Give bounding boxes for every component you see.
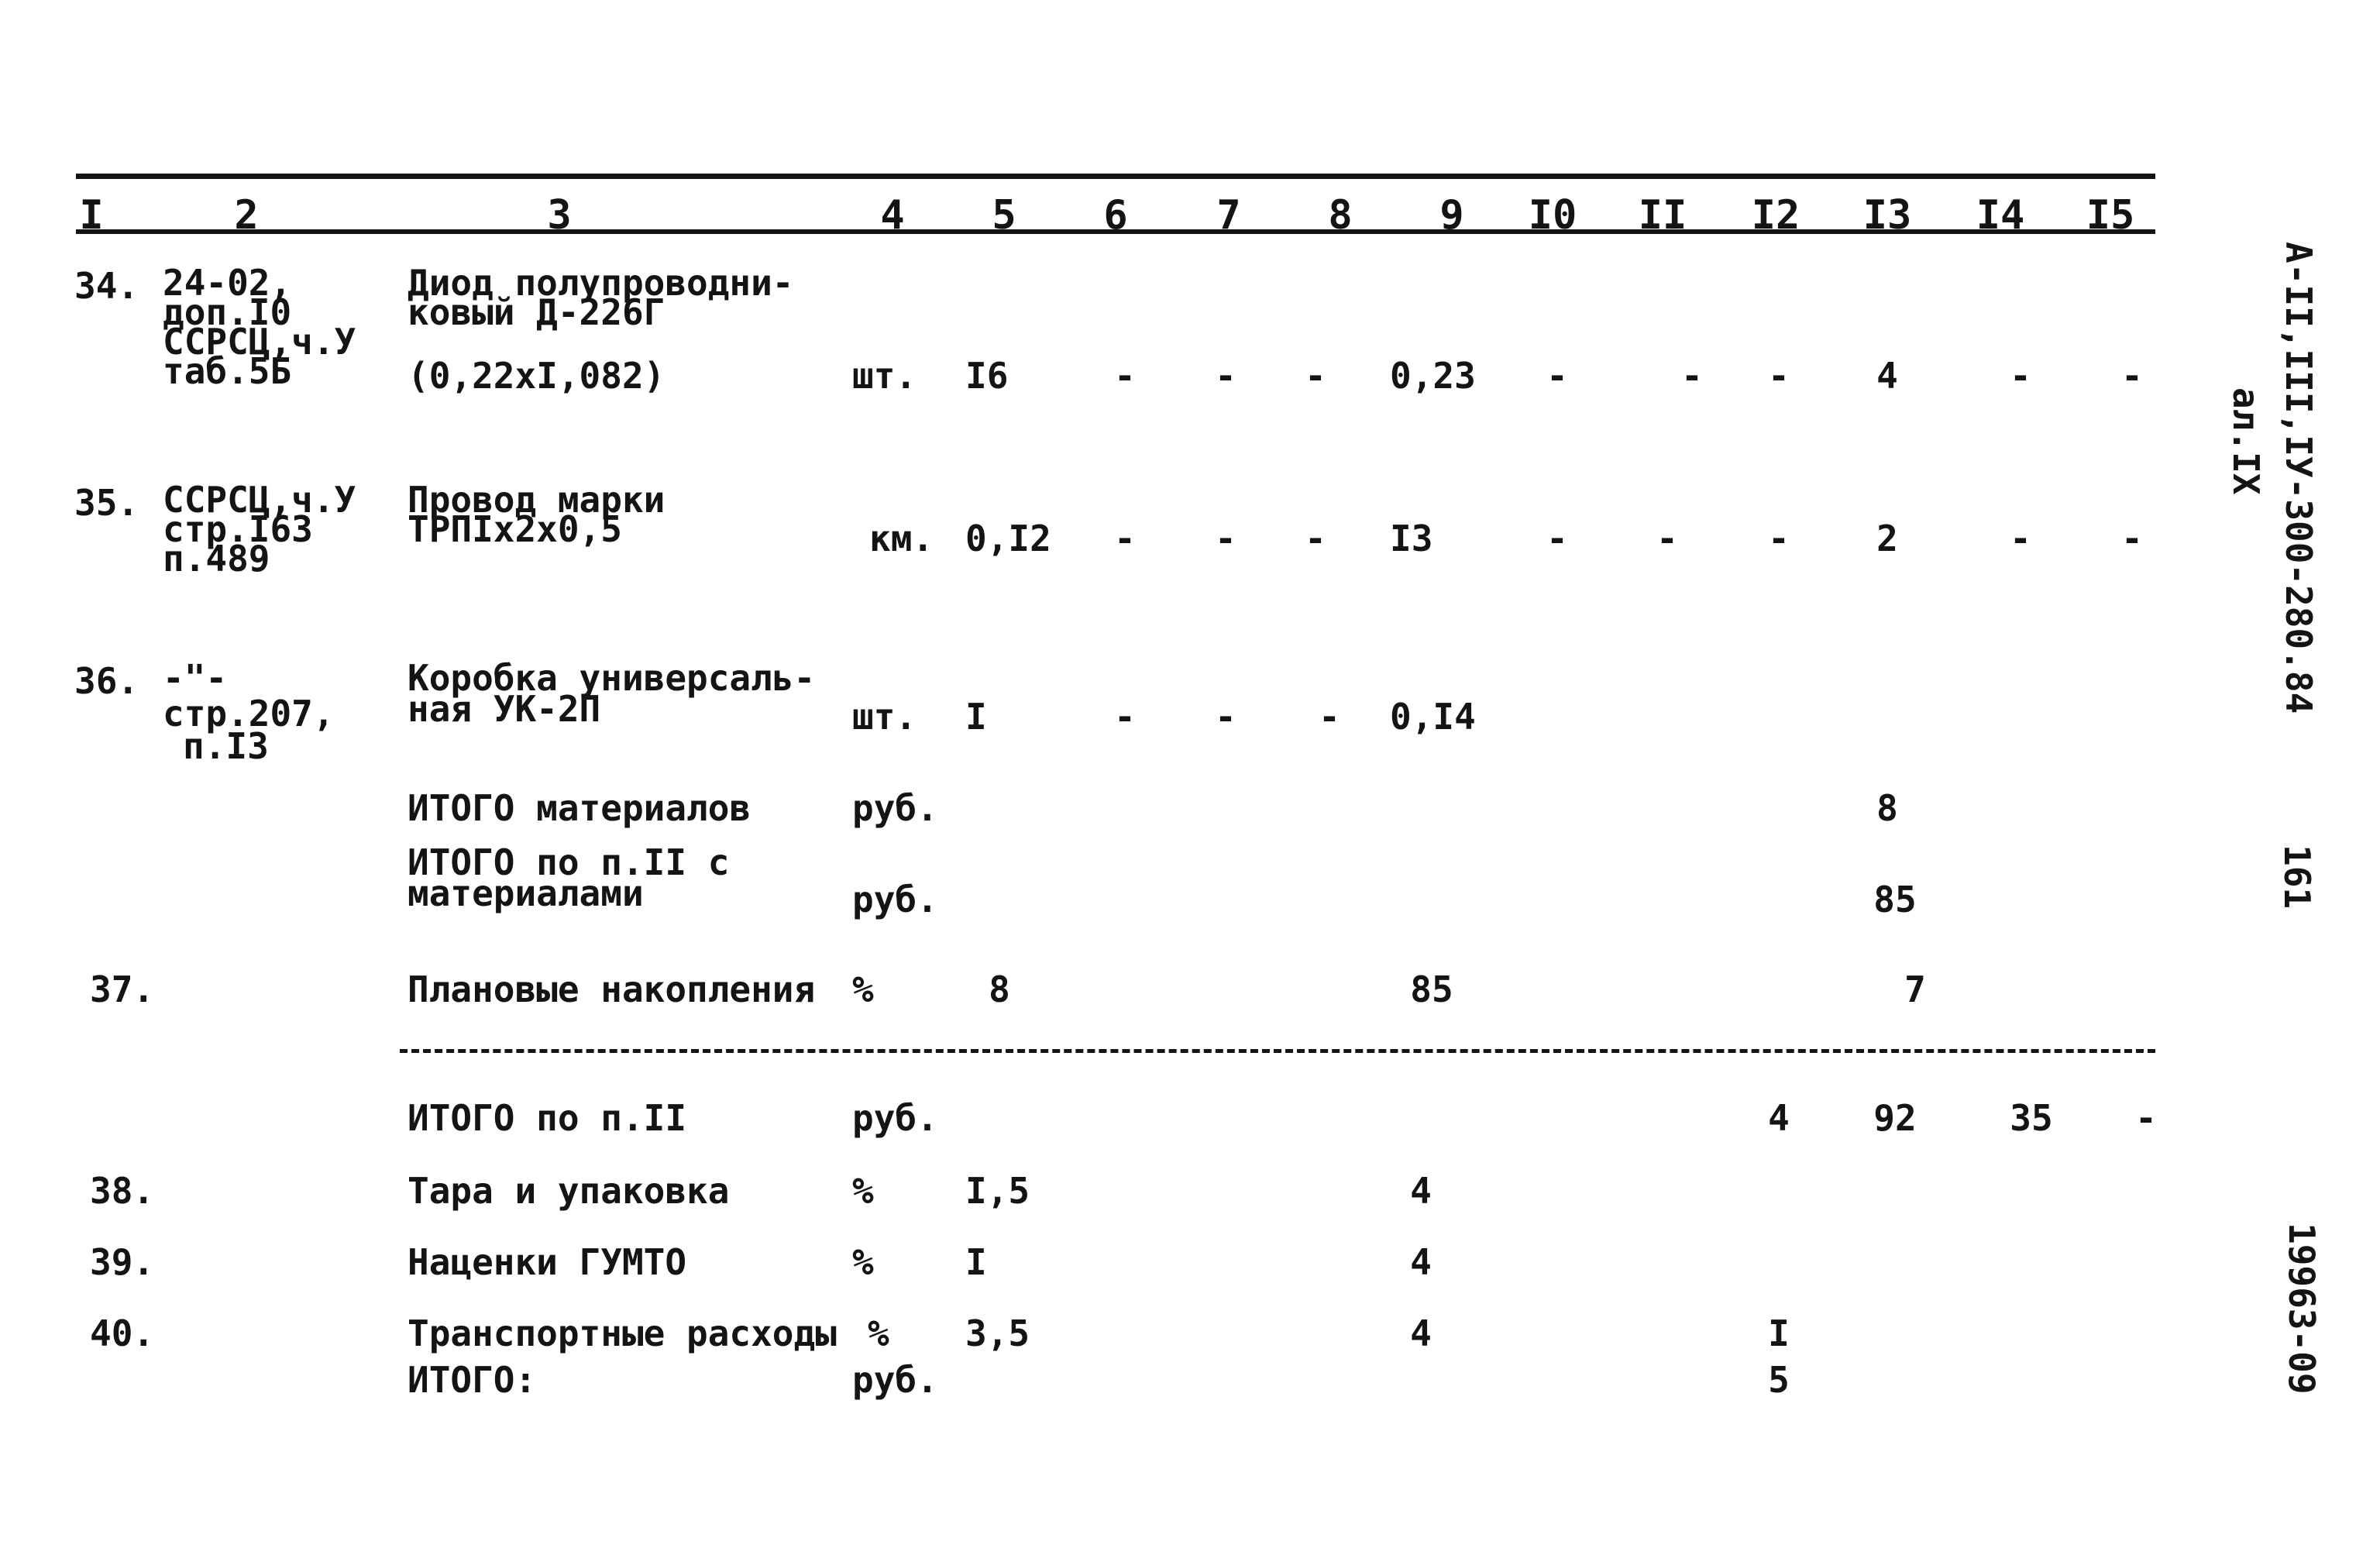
- row-34-col7: -: [1215, 355, 1236, 397]
- row-34-col8: -: [1305, 355, 1326, 397]
- side-sheet-label: ал.IХ: [2225, 387, 2267, 495]
- row-35-col15: -: [2121, 518, 2143, 559]
- column-header-14: I4: [1976, 192, 2025, 239]
- row-35-col6: -: [1114, 518, 1136, 559]
- row-40-col12: I: [1768, 1312, 1790, 1354]
- column-header-7: 7: [1216, 192, 1241, 239]
- row-35-col10: -: [1546, 518, 1568, 559]
- row-34-ref-line4: таб.5Б: [163, 350, 292, 392]
- row-34-number: 34.: [74, 265, 139, 307]
- grand-total-label: ИТОГО:: [408, 1359, 537, 1401]
- row-37-col9: 85: [1410, 968, 1453, 1010]
- row-38-name: Тара и упаковка: [408, 1170, 730, 1212]
- row-34-ref-line1: 24-02,: [163, 262, 292, 304]
- column-header-9: 9: [1439, 192, 1464, 239]
- total-materials-unit: руб.: [852, 787, 938, 829]
- row-34-ref-line3: ССРСЦ,ч.У: [163, 321, 356, 363]
- row-35-col13: 2: [1876, 518, 1898, 559]
- row-34-col6: -: [1114, 355, 1136, 397]
- total-materials-label: ИТОГО материалов: [408, 787, 751, 829]
- row-36-ref-line2: стр.207,: [163, 693, 335, 734]
- row-34-col12: -: [1768, 355, 1790, 397]
- row-37-col5: 8: [989, 968, 1010, 1010]
- total-materials-col13: 8: [1876, 787, 1898, 829]
- column-header-3: 3: [547, 192, 572, 239]
- row-34-col9: 0,23: [1390, 355, 1476, 397]
- row-34-col15: -: [2121, 355, 2143, 397]
- row-34-name-line1: Диод полупроводни-: [408, 262, 794, 304]
- total-with-materials-label-line1: ИТОГО по п.II с: [408, 841, 730, 883]
- total-with-materials-label-line2: материалами: [408, 872, 644, 914]
- column-header-5: 5: [992, 192, 1016, 239]
- total-with-materials-col13: 85: [1873, 879, 1917, 920]
- row-36-col6: -: [1114, 696, 1136, 738]
- row-38-unit: %: [852, 1170, 874, 1212]
- row-39-number: 39.: [90, 1241, 155, 1283]
- row-36-ref-line3: п.I3: [183, 725, 269, 767]
- row-38-col5: I,5: [965, 1170, 1030, 1212]
- total-p2-col15: -: [2135, 1097, 2157, 1139]
- total-p2-col14: 35: [2010, 1097, 2053, 1139]
- column-header-10: I0: [1528, 192, 1577, 239]
- total-with-materials-unit: руб.: [852, 879, 938, 920]
- grand-total-unit: руб.: [852, 1359, 938, 1401]
- row-34-col11: -: [1681, 355, 1703, 397]
- row-34-col10: -: [1546, 355, 1568, 397]
- row-35-name-line1: Провод марки: [408, 479, 666, 521]
- side-document-number: 19963-09: [2281, 1223, 2323, 1395]
- row-34-unit: шт.: [852, 355, 917, 397]
- row-40-col9: 4: [1410, 1312, 1432, 1354]
- column-header-11: II: [1638, 192, 1687, 239]
- column-header-1: I: [79, 192, 104, 239]
- row-40-unit: %: [868, 1312, 889, 1354]
- row-34-ref-line2: доп.I0: [163, 291, 292, 333]
- dashed-separator: [400, 1049, 2155, 1053]
- row-35-col5: 0,I2: [965, 518, 1051, 559]
- column-header-12: I2: [1751, 192, 1800, 239]
- row-36-col7: -: [1215, 696, 1236, 738]
- row-34-col14: -: [2010, 355, 2031, 397]
- row-35-ref-line2: стр.I63: [163, 508, 313, 550]
- column-header-8: 8: [1328, 192, 1353, 239]
- row-34-col5: I6: [965, 355, 1009, 397]
- row-38-col9: 4: [1410, 1170, 1432, 1212]
- row-39-unit: %: [852, 1241, 874, 1283]
- row-39-col9: 4: [1410, 1241, 1432, 1283]
- row-35-ref-line1: ССРСЦ,ч.У: [163, 479, 356, 521]
- row-36-unit: шт.: [852, 696, 917, 738]
- total-p2-label: ИТОГО по п.II: [408, 1097, 687, 1139]
- column-header-4: 4: [880, 192, 905, 239]
- grand-total-col12: 5: [1768, 1359, 1790, 1401]
- row-39-col5: I: [965, 1241, 987, 1283]
- row-38-number: 38.: [90, 1170, 155, 1212]
- row-37-unit: %: [852, 968, 874, 1010]
- row-35-col7: -: [1215, 518, 1236, 559]
- row-40-number: 40.: [90, 1312, 155, 1354]
- row-36-col9: 0,I4: [1390, 696, 1476, 738]
- total-p2-col12: 4: [1768, 1097, 1790, 1139]
- row-40-name: Транспортные расходы: [408, 1312, 837, 1354]
- row-35-number: 35.: [74, 482, 139, 524]
- row-35-col9: I3: [1390, 518, 1433, 559]
- header-top-rule: [76, 174, 2155, 179]
- row-37-col13: 7: [1904, 968, 1926, 1010]
- row-35-col8: -: [1305, 518, 1326, 559]
- row-35-col14: -: [2010, 518, 2031, 559]
- row-36-name-line2: ная УК-2П: [408, 688, 601, 730]
- row-34-col13: 4: [1876, 355, 1898, 397]
- side-document-code: А-II,III,IУ-300-280.84: [2278, 242, 2320, 714]
- row-35-unit: км.: [869, 518, 934, 559]
- row-35-col11: -: [1656, 518, 1678, 559]
- row-35-name-line2: ТРПIх2х0,5: [408, 508, 622, 550]
- column-header-13: I3: [1862, 192, 1912, 239]
- row-39-name: Наценки ГУМТО: [408, 1241, 687, 1283]
- row-36-number: 36.: [74, 660, 139, 702]
- column-header-15: I5: [2086, 192, 2135, 239]
- total-p2-unit: руб.: [852, 1097, 938, 1139]
- column-header-6: 6: [1103, 192, 1128, 239]
- side-page-number: 161: [2276, 845, 2318, 910]
- row-35-col12: -: [1768, 518, 1790, 559]
- row-40-col5: 3,5: [965, 1312, 1030, 1354]
- column-header-2: 2: [234, 192, 259, 239]
- row-34-name-line3: (0,22хI,082): [408, 355, 666, 397]
- row-37-number: 37.: [90, 968, 155, 1010]
- row-34-name-line2: ковый Д-226Г: [408, 291, 666, 333]
- row-35-ref-line3: п.489: [163, 538, 270, 580]
- row-36-name-line1: Коробка универсаль-: [408, 657, 816, 699]
- total-p2-col13: 92: [1873, 1097, 1917, 1139]
- row-36-col5: I: [965, 696, 987, 738]
- row-36-col8: -: [1319, 696, 1340, 738]
- row-37-name: Плановые накопления: [408, 968, 816, 1010]
- row-36-ref-line1: -"-: [163, 657, 228, 699]
